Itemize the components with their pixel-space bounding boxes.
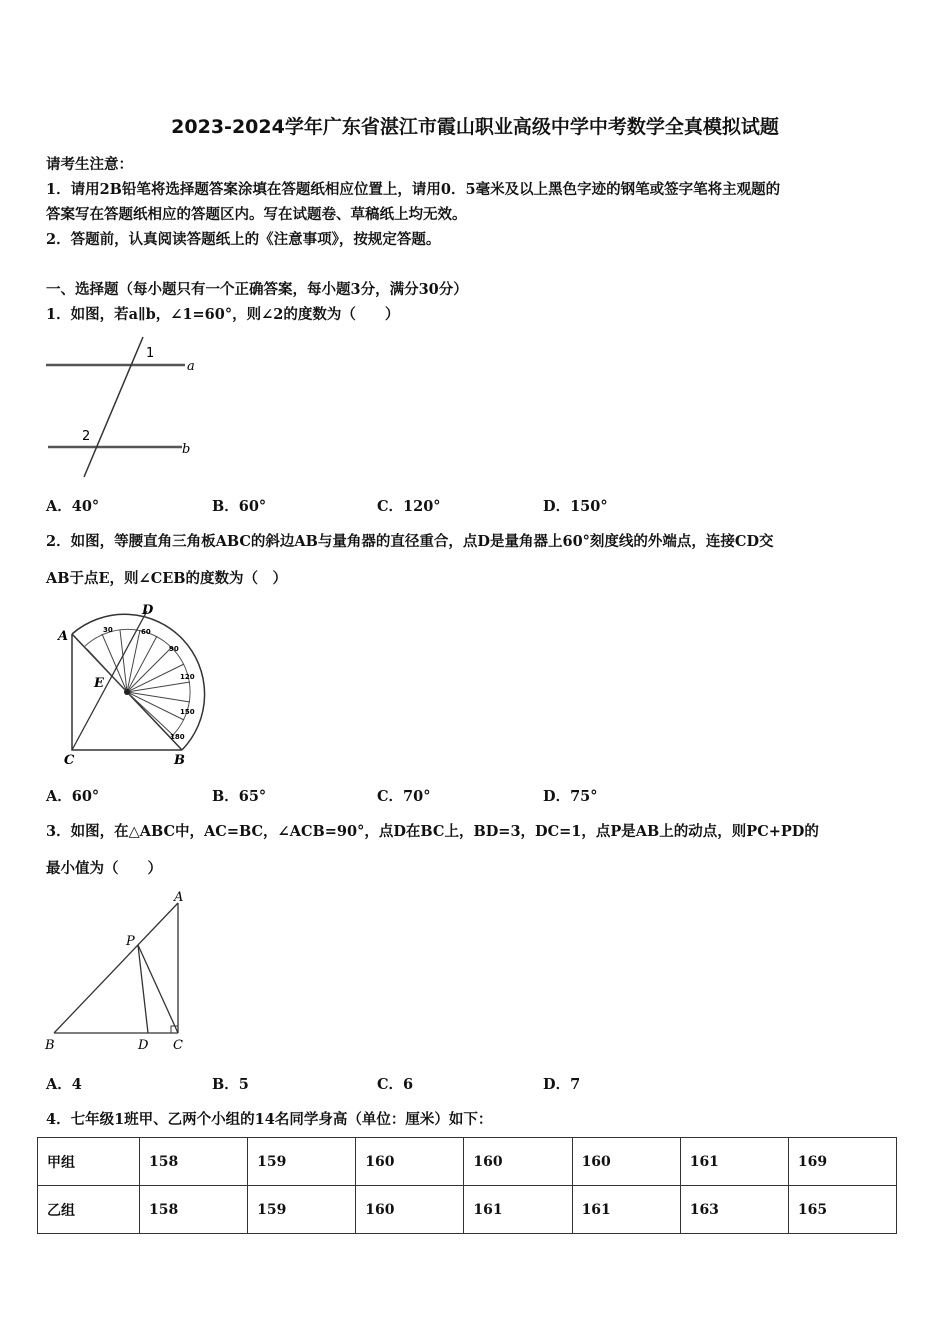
tick-90: 90 — [169, 645, 179, 653]
q2-option-a[interactable]: A．60° — [46, 788, 100, 805]
tick-30: 30 — [103, 626, 113, 634]
label-B: B — [174, 753, 185, 768]
q3-option-a[interactable]: A．4 — [46, 1076, 82, 1093]
table-row — [38, 1186, 897, 1234]
protractor-center — [124, 689, 130, 695]
segment-pd — [138, 945, 148, 1033]
q2-stem-line-2: AB于点E，则∠CEB的度数为（ ） — [46, 570, 288, 587]
q1-stem: 1．如图，若a∥b，∠1=60°，则∠2的度数为（ ） — [46, 306, 400, 323]
row-header: 乙组 — [38, 1186, 140, 1234]
label-B: B — [45, 1038, 55, 1053]
table-cell: 159 — [248, 1186, 356, 1234]
label-D: D — [142, 603, 154, 618]
label-line-b: b — [182, 442, 191, 457]
label-E: E — [94, 676, 104, 691]
protractor-outer-arc — [72, 614, 205, 750]
side-ab — [54, 903, 178, 1033]
q1-option-b[interactable]: B．60° — [212, 498, 267, 515]
label-A: A — [174, 890, 184, 905]
q2-option-c[interactable]: C．70° — [377, 788, 431, 805]
label-C: C — [173, 1038, 183, 1053]
label-C: C — [64, 753, 75, 768]
q3-stem-line-1: 3．如图，在△ABC中，AC=BC，∠ACB=90°，点D在BC上，BD=3，DC=1，点P是AB上的动点，则PC+PD的 — [46, 823, 819, 840]
table-cell: 159 — [248, 1138, 356, 1186]
q1-option-c[interactable]: C．120° — [377, 498, 441, 515]
tick-150: 150 — [180, 708, 195, 716]
q2-option-d[interactable]: D．75° — [543, 788, 598, 805]
segment-pc — [138, 945, 178, 1033]
label-angle-1: 1 — [146, 346, 155, 361]
table-cell: 163 — [680, 1186, 788, 1234]
table-cell: 160 — [356, 1186, 464, 1234]
q1-option-a[interactable]: A．40° — [46, 498, 100, 515]
label-angle-2: 2 — [82, 429, 91, 444]
label-D: D — [138, 1038, 149, 1053]
notice-heading: 请考生注意： — [46, 156, 133, 173]
table-cell: 160 — [572, 1138, 680, 1186]
tick-120: 120 — [180, 673, 195, 681]
table-cell: 160 — [464, 1138, 572, 1186]
table-cell: 161 — [572, 1186, 680, 1234]
row-header: 甲组 — [38, 1138, 140, 1186]
transversal — [84, 337, 143, 477]
notice-line-1a: 1．请用2B铅笔将选择题答案涂填在答题纸相应位置上，请用0．5毫米及以上黑色字迹的钢笔或签字笔将主观题的 — [46, 181, 781, 198]
notice-line-1b: 答案写在答题纸相应的答题区内。写在试题卷、草稿纸上均无效。 — [46, 206, 467, 223]
table-cell: 161 — [680, 1138, 788, 1186]
q2-figure — [50, 602, 215, 772]
table-row — [38, 1138, 897, 1186]
table-cell: 165 — [788, 1186, 896, 1234]
q3-option-c[interactable]: C．6 — [377, 1076, 414, 1093]
q3-stem-line-2: 最小值为（ ） — [46, 860, 162, 877]
tick-180: 180 — [170, 733, 185, 741]
table-cell: 161 — [464, 1186, 572, 1234]
q3-option-d[interactable]: D．7 — [543, 1076, 581, 1093]
table-cell: 160 — [356, 1138, 464, 1186]
q2-option-b[interactable]: B．65° — [212, 788, 267, 805]
page-title: 2023-2024学年广东省湛江市霞山职业高级中学中考数学全真模拟试题 — [171, 116, 779, 138]
label-A: A — [58, 629, 69, 644]
q3-option-b[interactable]: B．5 — [212, 1076, 249, 1093]
table-cell: 169 — [788, 1138, 896, 1186]
label-line-a: a — [187, 359, 195, 374]
heights-table — [37, 1137, 897, 1234]
label-P: P — [126, 934, 135, 949]
q1-option-d[interactable]: D．150° — [543, 498, 608, 515]
table-cell: 158 — [140, 1138, 248, 1186]
q3-figure — [40, 887, 200, 1057]
table-cell: 158 — [140, 1186, 248, 1234]
q4-stem: 4．七年级1班甲、乙两个小组的14名同学身高（单位：厘米）如下： — [46, 1111, 493, 1128]
q2-stem-line-1: 2．如图，等腰直角三角板ABC的斜边AB与量角器的直径重合，点D是量角器上60°刻度线的外端点，连接CD交 — [46, 533, 774, 550]
section-heading: 一、选择题（每小题只有一个正确答案，每小题3分，满分30分） — [46, 281, 468, 298]
q1-figure — [40, 335, 205, 480]
notice-line-2: 2．答题前，认真阅读答题纸上的《注意事项》，按规定答题。 — [46, 231, 441, 248]
tick-60: 60 — [141, 628, 151, 636]
